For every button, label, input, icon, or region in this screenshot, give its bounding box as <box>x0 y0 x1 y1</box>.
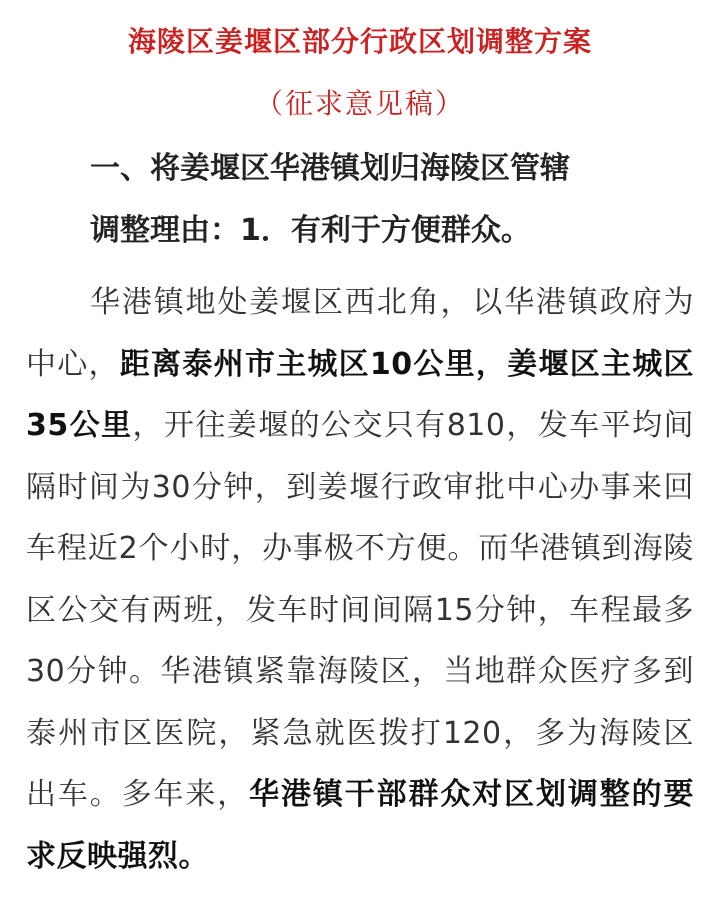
paragraph-bold-distance: 距离泰州市主城区10公里，姜堰区主城区35公里 <box>26 346 695 443</box>
section-heading: 一、将姜堰区华港镇划归海陵区管辖 <box>90 151 570 186</box>
reason-heading: 调整理由：1．有利于方便群众。 <box>90 213 531 248</box>
body-paragraph <box>26 272 694 887</box>
paragraph-bold-demand: 华港镇干部群众对区划调整的要求反映强烈。 <box>26 777 694 874</box>
document-subtitle: （征求意见稿） <box>254 87 465 120</box>
paragraph-text-1: 华港镇地处姜堰区西北角，以华港镇政府为中心， <box>26 285 694 382</box>
paragraph-text-2: ，开往姜堰的公交只有810，发车平均间隔时间为30分钟，到姜堰行政审批中心办事来回车程近2个小时，办事极不方便。而华港镇到海陵区公交有两班，发车时间间隔15分钟，车程最多30分钟。华港镇紧靠海陵区，当地群众医疗多到泰州市区医院，紧急就医拨打120，多为海陵区出车。多年来， <box>26 408 694 812</box>
document-title: 海陵区姜堰区部分行政区划调整方案 <box>127 25 592 58</box>
